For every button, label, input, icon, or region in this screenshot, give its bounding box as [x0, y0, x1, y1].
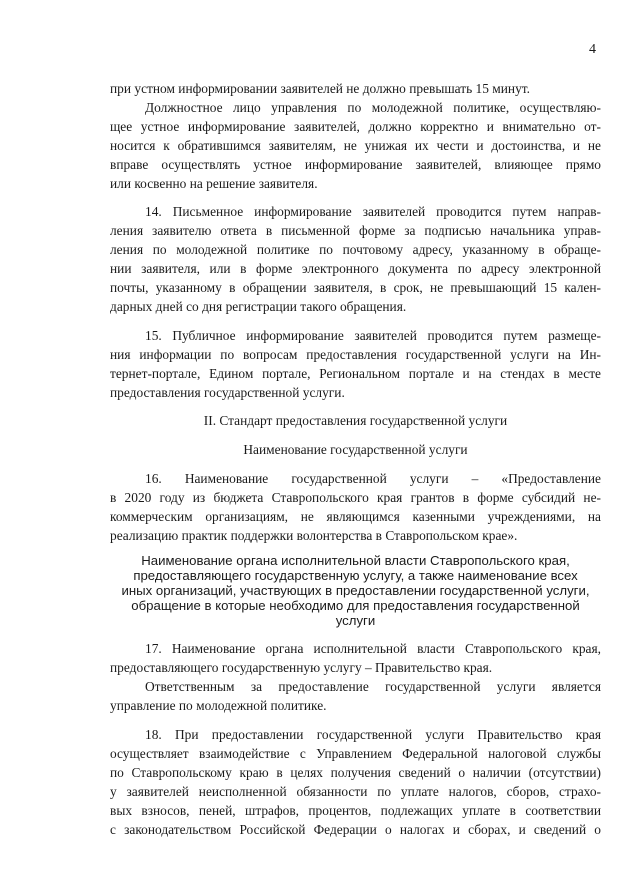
- section-title: II. Стандарт предоставления государственной услуги: [203, 413, 508, 428]
- paragraph-17-line: Ответственным за предоставление государственной услуги является: [145, 679, 601, 694]
- paragraph-14-line: 14. Письменное информирование заявителей проводится путем направ-: [145, 204, 601, 219]
- paragraph-16-line: коммерческим организациям, не являющимся казенными учреждениями, на: [110, 509, 601, 524]
- paragraph-line: носится к обратившимся заявителям, не унижая их чести и достоинства, и не: [110, 138, 601, 153]
- subheading-organ-line: Наименование органа исполнительной власти Ставропольского края,: [141, 553, 570, 568]
- paragraph-18-line: у заявителей неисполненной обязанности по уплате налогов, сборов, страхо-: [110, 784, 601, 799]
- paragraph-line: или косвенно на решение заявителя.: [110, 176, 318, 191]
- paragraph-15-line: тернет-портале, Едином портале, Региональном портале и на стендах в месте: [110, 366, 601, 381]
- paragraph-17-line: управление по молодежной политике.: [110, 698, 327, 713]
- paragraph-16-line: реализацию практик поддержки волонтерства в Ставропольском крае».: [110, 528, 518, 543]
- paragraph-14-line: почты, указанному в обращении заявителя, в срок, не превышающий 15 кален-: [110, 280, 601, 295]
- subheading-organ-line: предоставляющего государственную услугу, а также наименование всех: [133, 568, 578, 583]
- paragraph-15-line: предоставления государственной услуги.: [110, 385, 345, 400]
- intro-line: при устном информировании заявителей не должно превышать 15 минут.: [110, 81, 530, 96]
- paragraph-14-line: нии заявителя, или в форме электронного документа по адресу электронной: [110, 261, 601, 276]
- page-number: 4: [589, 42, 596, 57]
- paragraph-15-line: 15. Публичное информирование заявителей проводится путем размеще-: [145, 328, 601, 343]
- paragraph-16-line: 16. Наименование государственной услуги – «Предоставление: [145, 471, 601, 486]
- paragraph-17-line: предоставляющего государственную услугу – Правительство края.: [110, 660, 493, 675]
- paragraph-18-line: осуществляет взаимодействие с Управлением Федеральной налоговой службы: [110, 746, 601, 761]
- paragraph-line: вправе осуществлять устное информирование заявителей, влияющее прямо: [110, 157, 601, 172]
- paragraph-14-line: ления заявителю ответа в письменной форме за подписью начальника управ-: [110, 223, 601, 238]
- paragraph-line: Должностное лицо управления по молодежной политике, осуществляю-: [145, 100, 601, 115]
- paragraph-line: щее устное информирование заявителей, должно корректно и внимательно от-: [110, 119, 601, 134]
- subheading-service-name: Наименование государственной услуги: [243, 442, 468, 457]
- paragraph-16-line: в 2020 году из бюджета Ставропольского края грантов в форме субсидий не-: [110, 490, 601, 505]
- paragraph-18-line: с законодательством Российской Федерации о налогах и сборах, и сведений о: [110, 822, 601, 837]
- paragraph-14-line: ления по молодежной политике по почтовому адресу, указанному в обраще-: [110, 242, 601, 257]
- paragraph-14-line: дарных дней со дня регистрации такого обращения.: [110, 299, 407, 314]
- subheading-organ-line: иных организаций, участвующих в предоставлении государственной услуги,: [121, 583, 590, 598]
- paragraph-18-line: по Ставропольскому краю в целях получения сведений о наличии (отсутствии): [110, 765, 601, 780]
- paragraph-15-line: ния информации по вопросам предоставления государственной услуги на Ин-: [110, 347, 601, 362]
- paragraph-18-line: 18. При предоставлении государственной услуги Правительство края: [145, 727, 601, 742]
- paragraph-18-line: вых взносов, пеней, штрафов, процентов, подлежащих уплате в соответствии: [110, 803, 601, 818]
- subheading-organ-line: услуги: [335, 613, 376, 628]
- paragraph-17-line: 17. Наименование органа исполнительной власти Ставропольского края,: [145, 641, 601, 656]
- subheading-organ-line: обращение в которые необходимо для предоставления государственной: [131, 598, 580, 613]
